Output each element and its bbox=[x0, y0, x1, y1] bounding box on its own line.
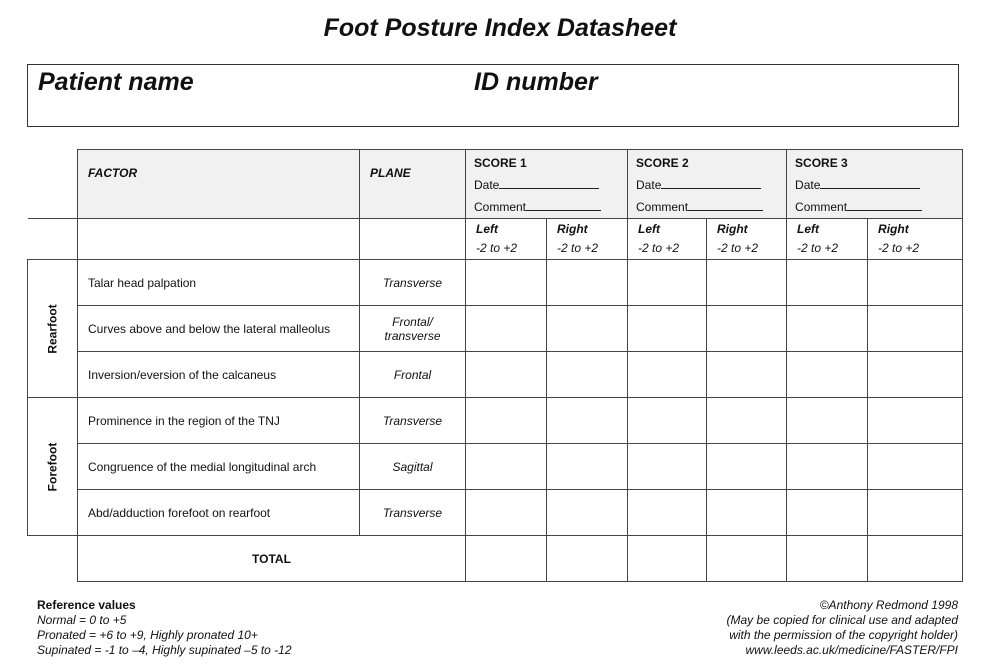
score-cell[interactable] bbox=[547, 490, 628, 536]
total-row-spacer bbox=[28, 536, 78, 582]
plane-lateral-malleolus: Frontal/ transverse bbox=[360, 306, 466, 352]
reference-line: Supinated = -1 to –4, Highly supinated –5 to -12 bbox=[37, 643, 292, 657]
total-cell[interactable] bbox=[868, 536, 963, 582]
total-cell[interactable] bbox=[787, 536, 868, 582]
score-cell[interactable] bbox=[466, 444, 547, 490]
page-title: Foot Posture Index Datasheet bbox=[323, 14, 677, 42]
score-2-date-label: Date bbox=[636, 178, 662, 192]
total-row bbox=[28, 536, 963, 582]
score-1-date-label: Date bbox=[474, 178, 500, 192]
score-cell[interactable] bbox=[707, 490, 787, 536]
score-cell[interactable] bbox=[868, 306, 963, 352]
score-cell[interactable] bbox=[787, 306, 868, 352]
total-label: TOTAL bbox=[78, 536, 466, 582]
table-row bbox=[28, 398, 963, 444]
factor-subheader bbox=[78, 219, 360, 260]
table-row bbox=[28, 306, 963, 352]
score-3-comment-label: Comment bbox=[795, 200, 848, 214]
score-cell[interactable] bbox=[547, 260, 628, 306]
score-2-comment-field[interactable] bbox=[688, 198, 763, 211]
plane-calcaneus: Frontal bbox=[360, 352, 466, 398]
score-cell[interactable] bbox=[628, 398, 707, 444]
factor-tnj: Prominence in the region of the TNJ bbox=[78, 398, 360, 444]
table-row bbox=[28, 444, 963, 490]
score-2-right-header: Right -2 to +2 bbox=[707, 219, 787, 260]
forefoot-group bbox=[28, 398, 78, 536]
rearfoot-label: Rearfoot bbox=[45, 303, 60, 354]
score-3-date-field[interactable] bbox=[820, 176, 920, 189]
score-cell[interactable] bbox=[787, 260, 868, 306]
plane-subheader bbox=[360, 219, 466, 260]
id-number-label: ID number bbox=[474, 68, 598, 96]
factor-arch: Congruence of the medial longitudinal arch bbox=[78, 444, 360, 490]
copyright-line: (May be copied for clinical use and adapted bbox=[726, 613, 958, 627]
table-corner-2 bbox=[28, 219, 78, 260]
score-cell[interactable] bbox=[868, 398, 963, 444]
score-cell[interactable] bbox=[868, 444, 963, 490]
factor-calcaneus: Inversion/eversion of the calcaneus bbox=[78, 352, 360, 398]
score-cell[interactable] bbox=[868, 260, 963, 306]
score-cell[interactable] bbox=[787, 444, 868, 490]
score-cell[interactable] bbox=[868, 352, 963, 398]
score-2-date-field[interactable] bbox=[661, 176, 761, 189]
table-row bbox=[28, 490, 963, 536]
copyright-notice bbox=[727, 598, 958, 658]
score-1-date-field[interactable] bbox=[499, 176, 599, 189]
score-cell[interactable] bbox=[707, 306, 787, 352]
score-1-comment-field[interactable] bbox=[526, 198, 601, 211]
reference-title: Reference values bbox=[37, 598, 136, 612]
table-row bbox=[28, 352, 963, 398]
score-2-header bbox=[628, 150, 787, 219]
score-cell[interactable] bbox=[707, 260, 787, 306]
score-cell[interactable] bbox=[707, 352, 787, 398]
total-cell[interactable] bbox=[707, 536, 787, 582]
score-1-left-header: Left -2 to +2 bbox=[466, 219, 547, 260]
rearfoot-group bbox=[28, 260, 78, 398]
score-cell[interactable] bbox=[628, 306, 707, 352]
score-cell[interactable] bbox=[466, 306, 547, 352]
plane-arch: Sagittal bbox=[360, 444, 466, 490]
score-3-comment-field[interactable] bbox=[847, 198, 922, 211]
table-corner bbox=[28, 150, 78, 219]
score-1-header bbox=[466, 150, 628, 219]
patient-info-box bbox=[27, 64, 959, 127]
total-cell[interactable] bbox=[466, 536, 547, 582]
copyright-line: with the permission of the copyright holder) bbox=[729, 628, 958, 642]
reference-line: Pronated = +6 to +9, Highly pronated 10+ bbox=[37, 628, 258, 642]
factor-lateral-malleolus: Curves above and below the lateral malleolus bbox=[78, 306, 360, 352]
factor-abduction: Abd/adduction forefoot on rearfoot bbox=[78, 490, 360, 536]
score-cell[interactable] bbox=[466, 398, 547, 444]
score-1-title: SCORE 1 bbox=[474, 156, 527, 170]
score-3-header bbox=[787, 150, 963, 219]
score-cell[interactable] bbox=[707, 398, 787, 444]
forefoot-label: Forefoot bbox=[45, 442, 60, 491]
fpi-score-table bbox=[27, 149, 963, 582]
score-cell[interactable] bbox=[547, 444, 628, 490]
score-1-comment-label: Comment bbox=[474, 200, 527, 214]
factor-talar-head: Talar head palpation bbox=[78, 260, 360, 306]
table-row bbox=[28, 260, 963, 306]
plane-header: PLANE bbox=[360, 150, 466, 219]
plane-talar-head: Transverse bbox=[360, 260, 466, 306]
score-cell[interactable] bbox=[628, 260, 707, 306]
score-3-title: SCORE 3 bbox=[795, 156, 848, 170]
score-1-right-header: Right -2 to +2 bbox=[547, 219, 628, 260]
total-cell[interactable] bbox=[628, 536, 707, 582]
plane-abduction: Transverse bbox=[360, 490, 466, 536]
reference-line: Normal = 0 to +5 bbox=[37, 613, 127, 627]
score-3-date-label: Date bbox=[795, 178, 821, 192]
score-2-title: SCORE 2 bbox=[636, 156, 689, 170]
score-cell[interactable] bbox=[787, 352, 868, 398]
score-cell[interactable] bbox=[707, 444, 787, 490]
score-cell[interactable] bbox=[547, 398, 628, 444]
score-cell[interactable] bbox=[628, 444, 707, 490]
score-2-comment-label: Comment bbox=[636, 200, 689, 214]
score-cell[interactable] bbox=[868, 490, 963, 536]
score-cell[interactable] bbox=[547, 352, 628, 398]
score-cell[interactable] bbox=[466, 260, 547, 306]
score-cell[interactable] bbox=[628, 352, 707, 398]
score-3-left-header: Left -2 to +2 bbox=[787, 219, 868, 260]
score-cell[interactable] bbox=[787, 490, 868, 536]
plane-tnj: Transverse bbox=[360, 398, 466, 444]
source-url: www.leeds.ac.uk/medicine/FASTER/FPI bbox=[745, 643, 958, 657]
score-3-right-header: Right -2 to +2 bbox=[868, 219, 963, 260]
score-2-left-header: Left -2 to +2 bbox=[628, 219, 707, 260]
score-cell[interactable] bbox=[787, 398, 868, 444]
copyright-line: ©Anthony Redmond 1998 bbox=[819, 598, 958, 612]
reference-values bbox=[37, 598, 292, 658]
score-cell[interactable] bbox=[466, 352, 547, 398]
patient-name-label: Patient name bbox=[38, 68, 194, 96]
score-cell[interactable] bbox=[628, 490, 707, 536]
factor-header: FACTOR bbox=[78, 150, 360, 219]
total-cell[interactable] bbox=[547, 536, 628, 582]
score-cell[interactable] bbox=[466, 490, 547, 536]
score-cell[interactable] bbox=[547, 306, 628, 352]
